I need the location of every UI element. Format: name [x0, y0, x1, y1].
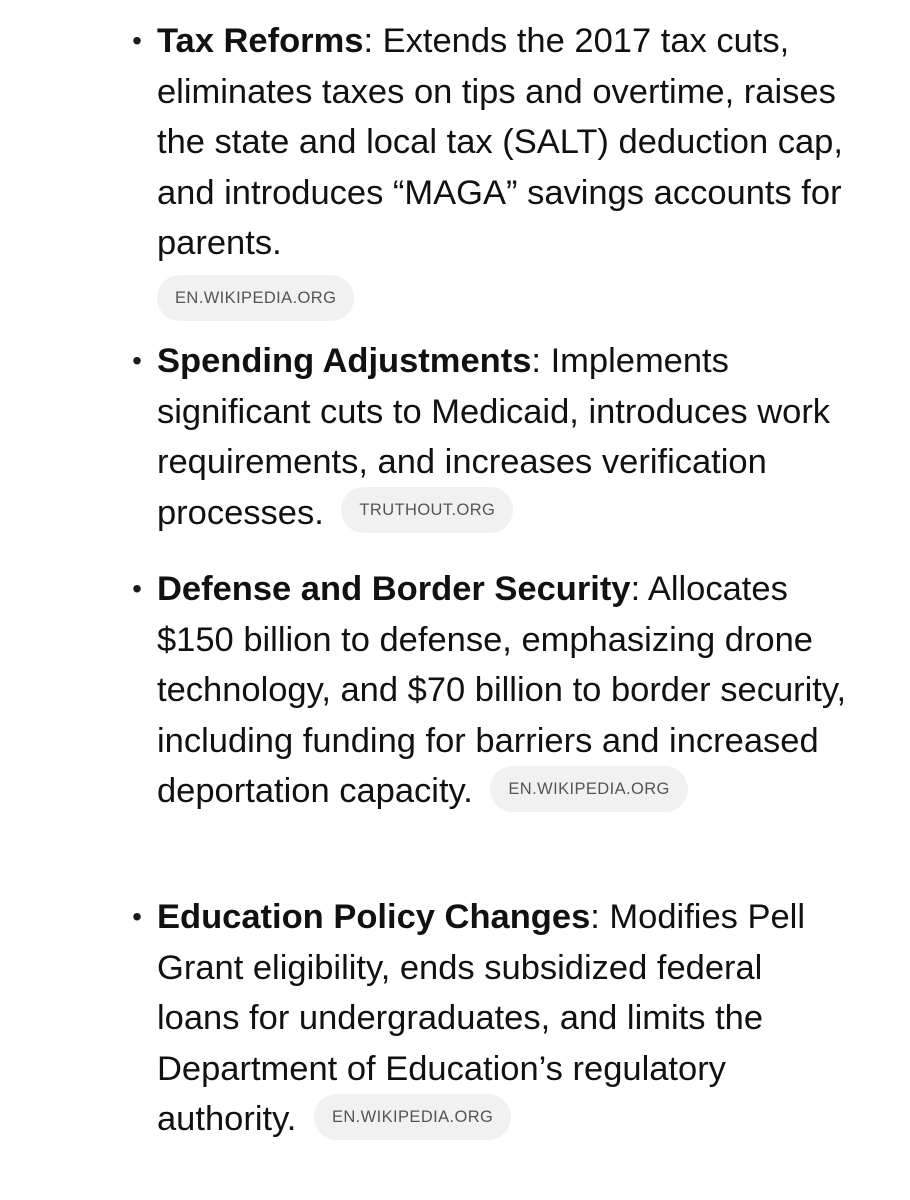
source-chip[interactable]: TRUTHOUT.ORG: [341, 487, 513, 533]
source-chip[interactable]: EN.WIKIPEDIA.ORG: [490, 766, 687, 812]
bullet-marker: •: [132, 25, 142, 56]
item-body: : Allocates $150 billion to defense, emphasizing drone technology, and $70 billion to border security, including funding for barriers and increased deportation capacity.: [157, 570, 847, 810]
bullet-marker: •: [132, 901, 142, 932]
item-text: [157, 564, 847, 817]
bullet-marker: •: [132, 573, 142, 604]
item-body: : Implements significant cuts to Medicaid, introduces work requirements, and increases verification processes.: [157, 342, 831, 532]
item-body: : Modifies Pell Grant eligibility, ends subsidized federal loans for undergraduates, and limits the Department of Education’s regulatory authority.: [157, 898, 806, 1138]
item-text: [157, 16, 847, 321]
item-title: Spending Adjustments: [157, 342, 532, 380]
item-text: [157, 892, 847, 1145]
item-body: : Extends the 2017 tax cuts, eliminates taxes on tips and overtime, raises the state and local tax (SALT) deduction cap, and introduces “MAGA” savings accounts for parents.: [157, 22, 843, 262]
item-title: Tax Reforms: [157, 22, 364, 60]
source-chip[interactable]: EN.WIKIPEDIA.ORG: [314, 1094, 511, 1140]
source-chip[interactable]: EN.WIKIPEDIA.ORG: [157, 275, 354, 321]
item-title: Education Policy Changes: [157, 898, 591, 936]
bullet-marker: •: [132, 345, 142, 376]
item-title: Defense and Border Security: [157, 570, 631, 608]
item-text: [157, 336, 847, 538]
